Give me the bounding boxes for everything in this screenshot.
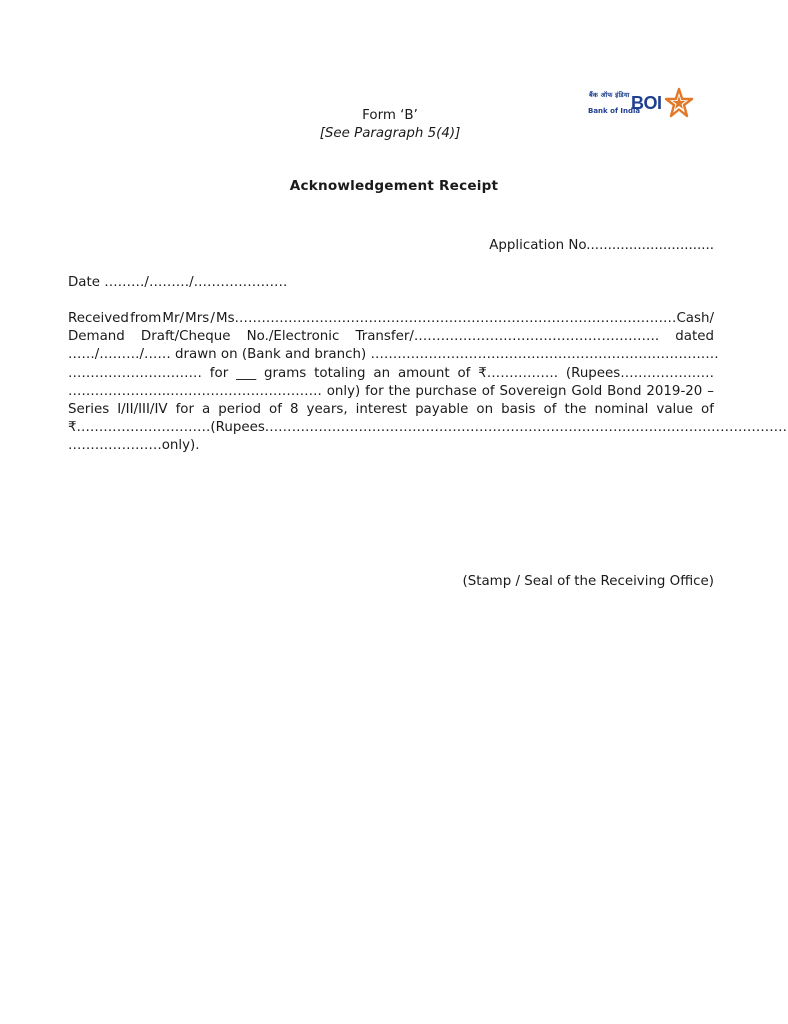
application-number-field: Application No.............................. <box>489 238 714 253</box>
body-word: Ms………………………………………………………………………………………Cash/ <box>216 311 714 326</box>
body-word: on <box>476 401 494 417</box>
body-word: / <box>210 311 215 326</box>
body-word: nominal <box>594 401 649 417</box>
body-word: ___ <box>236 365 257 381</box>
body-word: No./Electronic <box>246 329 340 345</box>
body-word: 2019-20 <box>646 383 703 399</box>
body-word: years, <box>306 401 348 417</box>
body-word: ………………………… <box>68 365 202 381</box>
date-field: Date ………/………/………………… <box>68 275 288 290</box>
body-word: Mr/ <box>162 311 184 326</box>
body-word: of <box>543 401 557 417</box>
body-word: ₹……………. <box>478 365 559 381</box>
body-line-5 <box>68 383 714 401</box>
body-line-7: ₹…………………………(Rupees……………………………………………………………………………………………………… <box>68 420 788 436</box>
body-word: …………………..……………………………. <box>68 383 322 399</box>
body-word: of <box>269 401 282 417</box>
body-word: 8 <box>289 401 299 417</box>
body-word: I/II/III/IV <box>117 401 168 417</box>
body-word: Draft/Cheque <box>140 329 231 345</box>
body-line-6 <box>68 401 714 419</box>
body-word: Mrs <box>185 311 210 326</box>
body-word: an <box>373 365 391 381</box>
body-word: totaling <box>314 365 366 381</box>
body-word: period <box>218 401 261 417</box>
body-word: – <box>707 383 714 399</box>
bank-logo <box>587 88 697 122</box>
body-word: only) <box>326 383 361 399</box>
body-word: a <box>202 401 211 417</box>
body-word: for <box>209 365 229 381</box>
receipt-heading: Acknowledgement Receipt <box>289 178 499 194</box>
body-word: of <box>481 383 495 399</box>
stamp-seal-label: (Stamp / Seal of the Receiving Office) <box>462 574 714 589</box>
body-word: purchase <box>415 383 477 399</box>
receipt-body <box>68 310 788 456</box>
body-word: Received <box>68 311 129 326</box>
body-word: amount <box>397 365 450 381</box>
body-word: Bond <box>607 383 642 399</box>
body-word: dated <box>675 329 714 345</box>
body-line-3: ……/………/…… drawn on (Bank and branch) …………………………………………………………………… <box>68 347 719 363</box>
body-word: Series <box>68 401 110 417</box>
body-word: the <box>388 383 411 399</box>
body-word: of <box>701 401 714 417</box>
star-icon <box>666 88 692 118</box>
body-word: (Rupees………………… <box>565 365 714 381</box>
body-line-8: …………………only). <box>68 438 200 454</box>
body-line-1 <box>68 310 714 328</box>
body-word: of <box>457 365 471 381</box>
body-word: Gold <box>571 383 603 399</box>
body-line-4 <box>68 365 714 383</box>
body-word: value <box>656 401 693 417</box>
logo-brand-text: BOI <box>631 93 662 113</box>
form-subtitle: [See Paragraph 5(4)] <box>319 126 461 141</box>
body-word: payable <box>415 401 469 417</box>
body-word: Demand <box>68 329 125 345</box>
logo-english-text: Bank of India <box>588 107 641 115</box>
body-word: from <box>130 311 162 326</box>
body-word: interest <box>355 401 408 417</box>
logo-hindi-text: बैंक ऑफ इंडिया <box>589 91 630 99</box>
body-word: the <box>564 401 587 417</box>
body-word: Sovereign <box>499 383 567 399</box>
body-word: for <box>175 401 195 417</box>
body-word: for <box>365 383 384 399</box>
body-word: grams <box>264 365 307 381</box>
body-line-2 <box>68 328 714 346</box>
body-word: basis <box>501 401 536 417</box>
body-word: Transfer/………………………………………………. <box>355 329 660 345</box>
form-title: Form ‘B’ <box>362 108 418 123</box>
